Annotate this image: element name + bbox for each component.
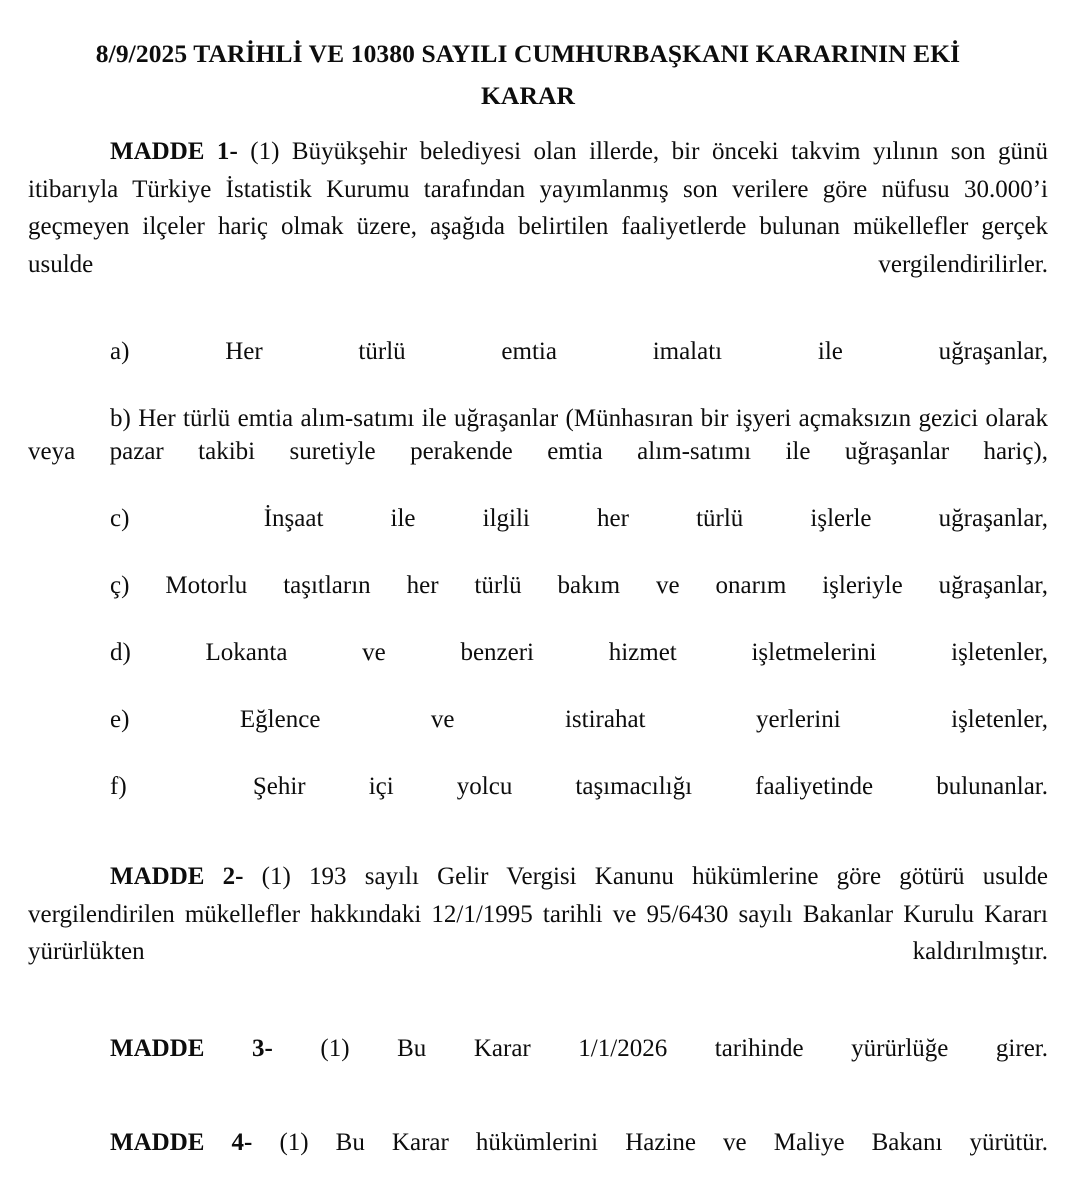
list-item-marker: b) bbox=[110, 404, 139, 432]
lettered-list bbox=[28, 335, 1048, 838]
list-item-marker: c) bbox=[110, 505, 264, 532]
article-label-suffix-madde-2: - bbox=[235, 863, 262, 890]
article-label-madde-4: MADDE 4 bbox=[110, 1129, 245, 1156]
article-number-madde-4: (1) bbox=[279, 1129, 336, 1156]
list-item-text: Şehir içi yolcu taşımacılığı faaliyetinde bulunanlar. bbox=[252, 773, 1049, 800]
article-paragraph-madde-2 bbox=[28, 858, 1048, 1008]
list-item-text: Eğlence ve istirahat yerlerini işletenler, bbox=[239, 706, 1049, 733]
article-number-madde-2: (1) bbox=[261, 863, 310, 890]
article-paragraph-madde-3 bbox=[28, 1030, 1048, 1105]
article-body-madde-4: Bu Karar hükümlerini Hazine ve Maliye Bakanı yürütür. bbox=[335, 1129, 1048, 1156]
article-number-madde-3: (1) bbox=[320, 1035, 398, 1062]
list-item-marker: a) bbox=[110, 337, 226, 365]
page-title-line-2: KARAR bbox=[481, 81, 575, 110]
list-item-marker: e) bbox=[110, 706, 240, 733]
article-label-madde-2: MADDE 2 bbox=[110, 863, 236, 890]
article-label-madde-3: MADDE 3 bbox=[110, 1035, 265, 1062]
list-item-text: Her türlü emtia alım-satımı ile uğraşanlar (Münhasıran bir işyeri açmaksızın gezici olarak veya pazar takibi suretiyle perakende emtia alım-satımı ile uğraşanlar hariç), bbox=[28, 404, 1048, 465]
list-item bbox=[28, 502, 1048, 569]
list-item-marker: ç) bbox=[110, 572, 166, 599]
article-paragraph-madde-4 bbox=[28, 1124, 1048, 1199]
article-body-madde-3: Bu Karar 1/1/2026 tarihinde yürürlüğe girer. bbox=[397, 1035, 1048, 1062]
list-item bbox=[28, 569, 1048, 636]
page-title-line-1: 8/9/2025 TARİHLİ VE 10380 SAYILI CUMHURBAŞKANI KARARININ EKİ bbox=[95, 39, 961, 68]
list-item bbox=[28, 335, 1048, 402]
list-item-text: Her türlü emtia imalatı ile uğraşanlar, bbox=[225, 337, 1048, 365]
article-label-suffix-madde-4: - bbox=[244, 1129, 280, 1156]
list-item-text: İnşaat ile ilgili her türlü işlerle uğraşanlar, bbox=[263, 505, 1049, 532]
article-number-madde-1: (1) bbox=[250, 138, 292, 165]
list-item-marker: f) bbox=[110, 773, 253, 800]
list-item bbox=[28, 402, 1048, 503]
list-item-marker: d) bbox=[110, 639, 206, 666]
article-paragraph-madde-1 bbox=[28, 133, 1048, 321]
list-item-text: Motorlu taşıtların her türlü bakım ve onarım işleriyle uğraşanlar, bbox=[165, 572, 1048, 599]
article-label-suffix-madde-3: - bbox=[264, 1035, 321, 1062]
article-label-suffix-madde-1: - bbox=[229, 138, 251, 165]
document-content bbox=[28, 0, 1048, 1199]
article-body-madde-1: Büyükşehir belediyesi olan illerde, bir önceki takvim yılının son günü itibarıyla Türkiye İstatistik Kurumu tarafından yayımlanmış son verilere göre nüfusu 30.000’i geçmeyen ilçeler hariç olmak üzere, aşağıda belirtilen faaliyetlerde bulunan mükellefler gerçek usulde vergilendirilirler. bbox=[28, 138, 1049, 278]
article-body-madde-2: 193 sayılı Gelir Vergisi Kanunu hükümlerine göre götürü usulde vergilendirilen mükellefler hakkındaki 12/1/1995 tarihli ve 95/6430 sayılı Bakanlar Kurulu Kararı yürürlükten kaldırılmıştır. bbox=[28, 863, 1049, 965]
list-item bbox=[28, 636, 1048, 703]
list-item bbox=[28, 770, 1048, 837]
list-item bbox=[28, 703, 1048, 770]
list-item-text: Lokanta ve benzeri hizmet işletmelerini işletenler, bbox=[205, 639, 1048, 666]
page-title bbox=[28, 0, 1028, 117]
article-label-madde-1: MADDE 1 bbox=[110, 138, 230, 165]
